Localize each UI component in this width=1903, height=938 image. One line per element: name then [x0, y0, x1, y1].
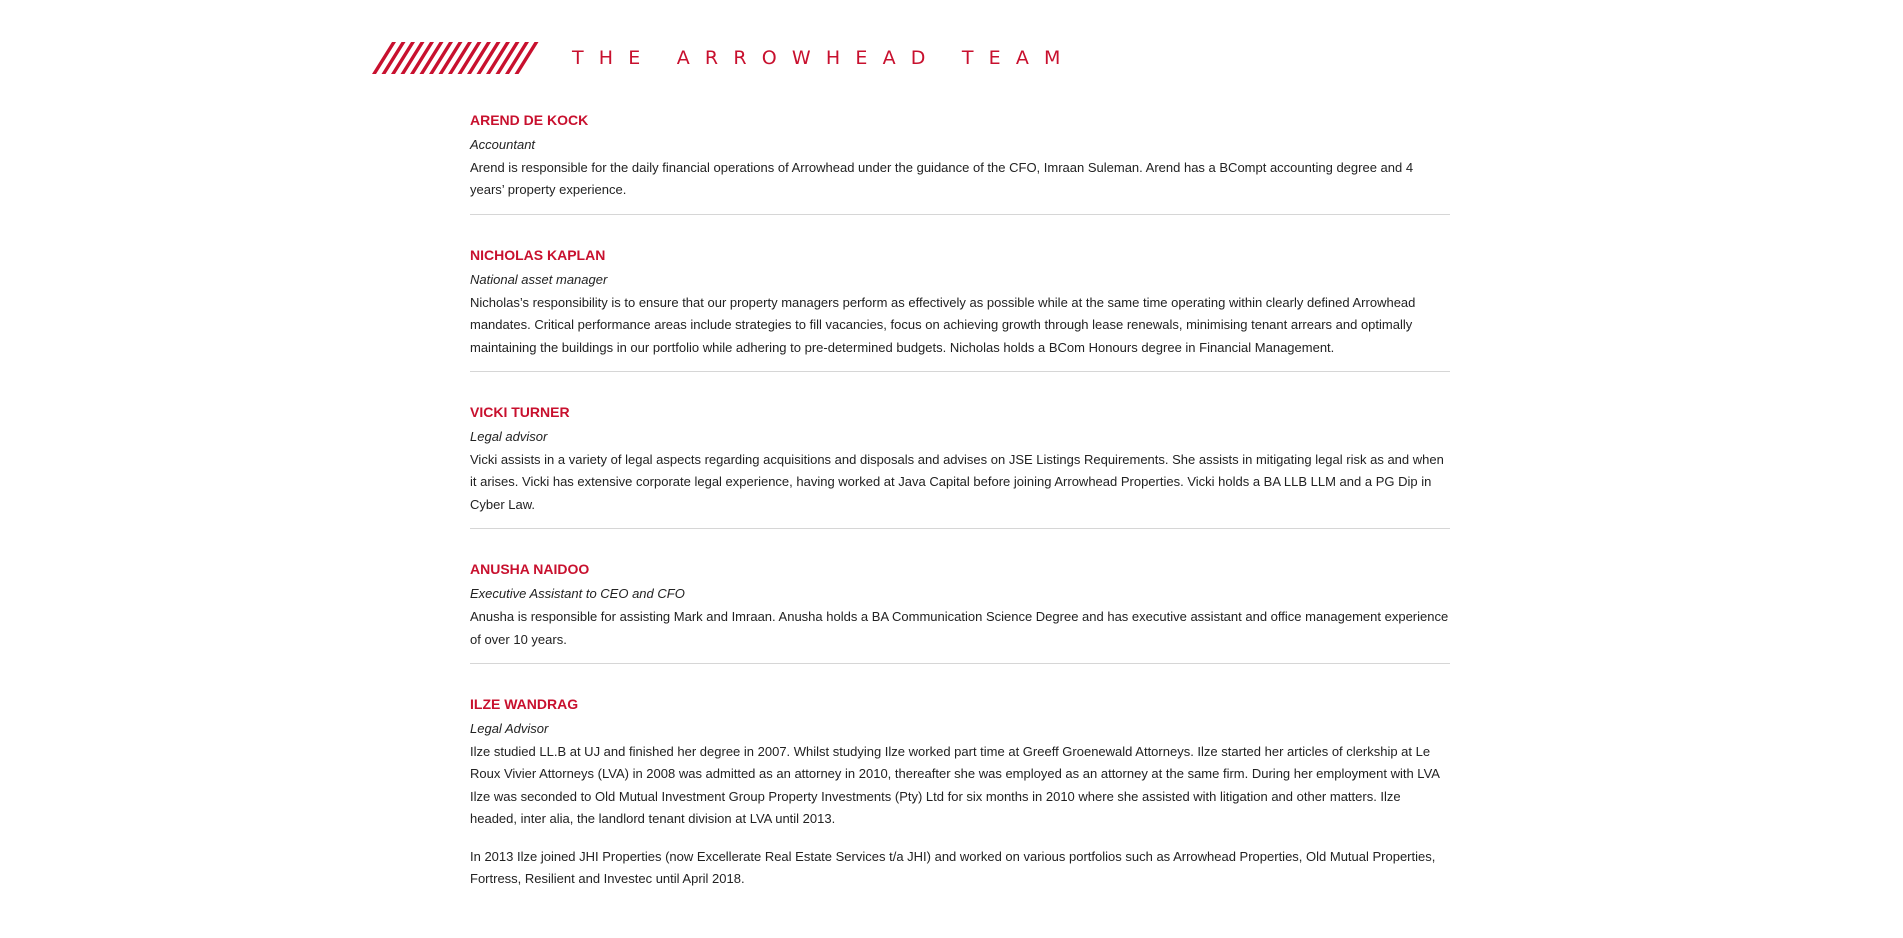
member-bio: Anusha is responsible for assisting Mark and Imraan. Anusha holds a BA Communication Science Degree and has executive assistant and office management experience of over 10 years.	[470, 609, 1449, 647]
member-role: Accountant	[470, 137, 536, 152]
member-bio: Arend is responsible for the daily financial operations of Arrowhead under the guidance of the CFO, Imraan Suleman. Arend has a BCompt accounting degree and 4 years’ property experience.	[470, 160, 1414, 198]
member-name: NICHOLAS KAPLAN	[470, 246, 606, 263]
member-bio: Vicki assists in a variety of legal aspects regarding acquisitions and disposals and advises on JSE Listings Requirements. She assists in mitigating legal risk as and when it arises. Vicki has extensive corporate legal experience, having worked at Java Capital before joining Arrowhead Properties. Vicki holds a BA LLB LLM and a PG Dip in Cyber Law.	[470, 452, 1444, 512]
member-role: Legal Advisor	[470, 721, 549, 737]
team-member	[470, 245, 1450, 372]
team-member	[470, 694, 1450, 902]
member-role: Executive Assistant to CEO and CFO	[470, 586, 685, 602]
team-list	[470, 104, 1450, 933]
member-name: AREND DE KOCK	[470, 112, 589, 128]
team-member	[470, 110, 1450, 215]
team-member	[470, 559, 1450, 664]
section-header	[372, 42, 1076, 74]
stripes-logo	[372, 42, 540, 74]
team-member	[470, 402, 1450, 529]
member-name: VICKI TURNER	[470, 404, 570, 421]
member-bio: Nicholas’s responsibility is to ensure that our property managers perform as effectively as possible while at the same time operating within clearly defined Arrowhead mandates. Critical performance areas include strategies to fill vacancies, focus on achieving growth through lease renewals, minimising tenant arrears and optimally maintaining the buildings in our portfolio while adhering to pre-determined budgets. Nicholas holds a BCom Honours degree in Financial Management.	[470, 294, 1416, 355]
member-name: ANUSHA NAIDOO	[470, 561, 590, 578]
member-bio: In 2013 Ilze joined JHI Properties (now Excellerate Real Estate Services t/a JHI) and worked on various portfolios such as Arrowhead Properties, Old Mutual Properties, Fortress, Resilient and Investec until April 2018.	[470, 848, 1436, 887]
member-name: ILZE WANDRAG	[470, 696, 579, 713]
member-role: National asset manager	[470, 271, 608, 287]
page-title: THE ARROWHEAD TEAM	[572, 47, 1076, 69]
member-bio: Ilze studied LL.B at UJ and finished her degree in 2007. Whilst studying Ilze worked part time at Greeff Groenewald Attorneys. Ilze started her articles of clerkship at Le Roux Vivier Attorneys (LVA) in 2008 was admitted as an attorney in 2010, thereafter she was employed as an attorney at the same firm. During her employment with LVA Ilze was seconded to Old Mutual Investment Group Property Investments (Pty) Ltd for six months in 2010 where she assisted with litigation and other matters. Ilze headed, inter alia, the landlord tenant division at LVA until 2013.	[470, 744, 1440, 827]
member-role: Legal advisor	[470, 429, 548, 445]
